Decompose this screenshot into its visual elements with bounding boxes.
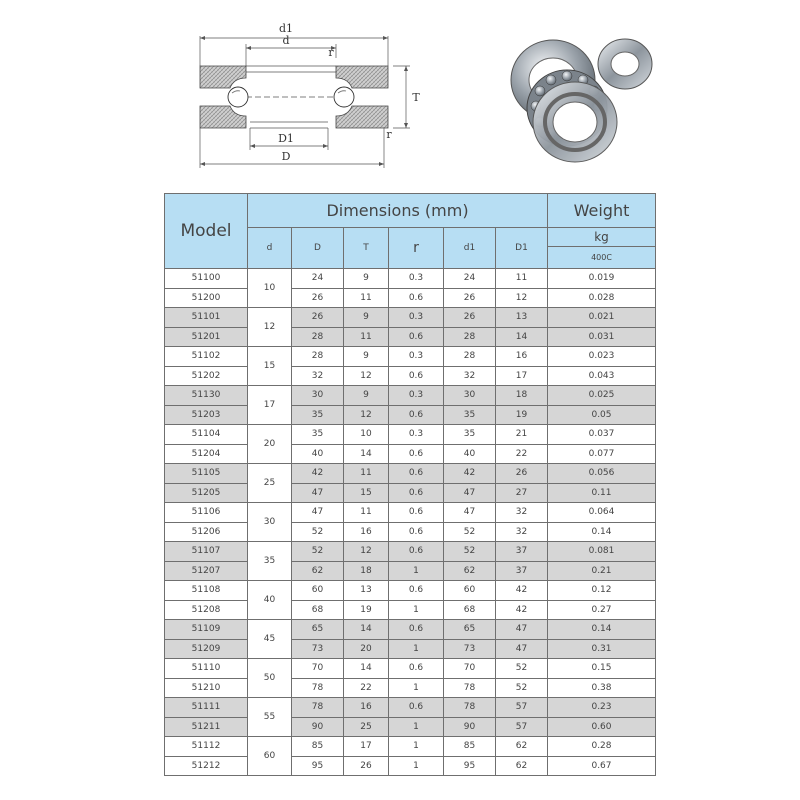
cell-d1: 17 (496, 366, 548, 386)
cell-d1: 62 (444, 561, 496, 581)
cell-d: 15 (248, 347, 292, 386)
cell-t: 16 (344, 522, 389, 542)
cell-d1: 47 (496, 620, 548, 640)
table-row (165, 386, 656, 406)
cell-model: 51106 (165, 503, 248, 523)
cell-weight: 0.31 (548, 639, 656, 659)
cell-d1: 60 (444, 581, 496, 601)
cell-d: 55 (248, 698, 292, 737)
cell-d: 90 (292, 717, 344, 737)
cell-model: 51108 (165, 581, 248, 601)
cell-d1: 26 (496, 464, 548, 484)
spec-table-body (165, 269, 656, 776)
cell-d: 35 (248, 542, 292, 581)
cell-weight: 0.023 (548, 347, 656, 367)
cell-weight: 0.27 (548, 600, 656, 620)
cell-d: 28 (292, 327, 344, 347)
cell-weight: 0.064 (548, 503, 656, 523)
cell-d: 32 (292, 366, 344, 386)
cell-model: 51130 (165, 386, 248, 406)
cell-t: 14 (344, 659, 389, 679)
cell-weight: 0.037 (548, 425, 656, 445)
cell-d1: 18 (496, 386, 548, 406)
cell-t: 20 (344, 639, 389, 659)
table-row (165, 581, 656, 601)
cell-d: 52 (292, 522, 344, 542)
cell-weight: 0.019 (548, 269, 656, 289)
cell-t: 9 (344, 269, 389, 289)
cell-d: 95 (292, 756, 344, 776)
cell-r: 0.6 (389, 405, 444, 425)
cell-d: 68 (292, 600, 344, 620)
cell-t: 15 (344, 483, 389, 503)
cell-t: 14 (344, 444, 389, 464)
cell-d: 25 (248, 464, 292, 503)
cell-d: 10 (248, 269, 292, 308)
cell-d1: 52 (496, 659, 548, 679)
cell-model: 51109 (165, 620, 248, 640)
cell-d: 60 (292, 581, 344, 601)
table-row (165, 639, 656, 659)
table-row (165, 659, 656, 679)
cell-d: 35 (292, 405, 344, 425)
cell-d: 42 (292, 464, 344, 484)
table-row (165, 522, 656, 542)
cell-d1: 32 (496, 522, 548, 542)
cell-weight: 0.021 (548, 308, 656, 328)
cell-d1: 13 (496, 308, 548, 328)
cell-model: 51211 (165, 717, 248, 737)
cell-d: 78 (292, 678, 344, 698)
table-row (165, 503, 656, 523)
cell-d1: 22 (496, 444, 548, 464)
cell-d: 35 (292, 425, 344, 445)
cell-d: 85 (292, 737, 344, 757)
cell-d: 60 (248, 737, 292, 776)
cell-d: 12 (248, 308, 292, 347)
cell-d1: 52 (496, 678, 548, 698)
cell-d1: 95 (444, 756, 496, 776)
cell-weight: 0.025 (548, 386, 656, 406)
cell-d: 45 (248, 620, 292, 659)
cell-d1: 73 (444, 639, 496, 659)
cell-d1: 57 (496, 698, 548, 718)
cell-t: 11 (344, 327, 389, 347)
bearing-spec-table (164, 193, 656, 776)
label-D1: D1 (278, 132, 294, 145)
table-row (165, 756, 656, 776)
table-row (165, 620, 656, 640)
cell-model: 51208 (165, 600, 248, 620)
cell-model: 51200 (165, 288, 248, 308)
table-row (165, 542, 656, 562)
cell-d: 40 (248, 581, 292, 620)
cell-d: 17 (248, 386, 292, 425)
cell-t: 12 (344, 542, 389, 562)
table-row (165, 737, 656, 757)
cell-weight: 0.38 (548, 678, 656, 698)
cell-d: 47 (292, 483, 344, 503)
cell-model: 51111 (165, 698, 248, 718)
cell-r: 0.6 (389, 464, 444, 484)
cell-d1: 52 (444, 542, 496, 562)
cell-d1: 78 (444, 698, 496, 718)
table-row (165, 366, 656, 386)
cell-d1: 42 (444, 464, 496, 484)
cell-d: 52 (292, 542, 344, 562)
cell-r: 1 (389, 561, 444, 581)
cell-model: 51205 (165, 483, 248, 503)
table-row (165, 600, 656, 620)
label-r-top: r (328, 46, 334, 59)
cell-r: 0.6 (389, 542, 444, 562)
cell-r: 1 (389, 678, 444, 698)
cell-weight: 0.031 (548, 327, 656, 347)
cell-model: 51203 (165, 405, 248, 425)
cell-r: 0.6 (389, 698, 444, 718)
cell-t: 12 (344, 405, 389, 425)
cell-d1: 26 (444, 308, 496, 328)
cell-d: 26 (292, 308, 344, 328)
cell-model: 51112 (165, 737, 248, 757)
cell-weight: 0.15 (548, 659, 656, 679)
cell-d1: 42 (496, 600, 548, 620)
cell-d1: 32 (444, 366, 496, 386)
cell-r: 0.3 (389, 347, 444, 367)
cell-d: 62 (292, 561, 344, 581)
cell-d1: 47 (444, 503, 496, 523)
cell-r: 0.6 (389, 327, 444, 347)
header-col-r: r (389, 228, 444, 269)
table-row (165, 444, 656, 464)
cell-d1: 28 (444, 327, 496, 347)
cell-weight: 0.14 (548, 522, 656, 542)
cell-t: 11 (344, 288, 389, 308)
cell-d: 40 (292, 444, 344, 464)
table-row (165, 717, 656, 737)
cell-weight: 0.077 (548, 444, 656, 464)
table-row (165, 327, 656, 347)
cell-t: 18 (344, 561, 389, 581)
table-row (165, 561, 656, 581)
table-row (165, 347, 656, 367)
cell-model: 51101 (165, 308, 248, 328)
cell-d1: 57 (496, 717, 548, 737)
cell-d1: 37 (496, 542, 548, 562)
cell-d1: 27 (496, 483, 548, 503)
cell-t: 9 (344, 386, 389, 406)
cell-model: 51105 (165, 464, 248, 484)
cell-d1: 28 (444, 347, 496, 367)
header-col-D1: D1 (496, 228, 548, 269)
cell-d: 30 (248, 503, 292, 542)
cell-t: 26 (344, 756, 389, 776)
cell-r: 0.6 (389, 620, 444, 640)
cell-weight: 0.05 (548, 405, 656, 425)
cell-t: 13 (344, 581, 389, 601)
cell-d: 73 (292, 639, 344, 659)
cell-d1: 62 (496, 756, 548, 776)
cell-d1: 65 (444, 620, 496, 640)
table-row (165, 405, 656, 425)
cell-r: 1 (389, 737, 444, 757)
table-row (165, 483, 656, 503)
cell-r: 0.3 (389, 269, 444, 289)
cell-r: 1 (389, 717, 444, 737)
label-r-bottom: r (386, 128, 392, 141)
cell-t: 11 (344, 503, 389, 523)
header-weight-sub: 400C (548, 247, 656, 269)
header-weight-unit: kg (548, 228, 656, 247)
label-d1: d1 (278, 22, 294, 35)
cell-d: 24 (292, 269, 344, 289)
cell-d1: 47 (496, 639, 548, 659)
header-col-T: T (344, 228, 389, 269)
cell-model: 51209 (165, 639, 248, 659)
header-dimensions: Dimensions (mm) (248, 194, 548, 228)
cell-d: 28 (292, 347, 344, 367)
label-T: T (412, 91, 420, 104)
cell-d: 50 (248, 659, 292, 698)
cell-r: 0.6 (389, 522, 444, 542)
table-row (165, 698, 656, 718)
cell-r: 0.6 (389, 503, 444, 523)
cell-weight: 0.056 (548, 464, 656, 484)
cell-weight: 0.14 (548, 620, 656, 640)
cell-r: 0.3 (389, 308, 444, 328)
cell-r: 0.6 (389, 366, 444, 386)
cell-model: 51107 (165, 542, 248, 562)
cell-weight: 0.11 (548, 483, 656, 503)
cell-model: 51207 (165, 561, 248, 581)
cell-d: 47 (292, 503, 344, 523)
cell-r: 0.6 (389, 483, 444, 503)
cell-d1: 62 (496, 737, 548, 757)
cell-r: 0.6 (389, 659, 444, 679)
cell-d: 70 (292, 659, 344, 679)
cell-d1: 37 (496, 561, 548, 581)
cell-t: 9 (344, 347, 389, 367)
cell-r: 0.3 (389, 386, 444, 406)
bearing-cross-section-diagram (188, 8, 418, 176)
cell-weight: 0.67 (548, 756, 656, 776)
cell-d: 20 (248, 425, 292, 464)
cell-d1: 21 (496, 425, 548, 445)
cell-d: 78 (292, 698, 344, 718)
cell-model: 51204 (165, 444, 248, 464)
cell-weight: 0.081 (548, 542, 656, 562)
cell-t: 9 (344, 308, 389, 328)
cell-t: 22 (344, 678, 389, 698)
cell-d1: 47 (444, 483, 496, 503)
header-col-d1: d1 (444, 228, 496, 269)
cell-t: 12 (344, 366, 389, 386)
cell-d: 65 (292, 620, 344, 640)
cell-t: 11 (344, 464, 389, 484)
table-row (165, 464, 656, 484)
cell-weight: 0.28 (548, 737, 656, 757)
cell-r: 0.3 (389, 425, 444, 445)
cell-model: 51110 (165, 659, 248, 679)
header-weight: Weight (548, 194, 656, 228)
cell-weight: 0.043 (548, 366, 656, 386)
washer-top-right (598, 39, 652, 89)
cell-d1: 12 (496, 288, 548, 308)
cell-weight: 0.028 (548, 288, 656, 308)
cell-t: 17 (344, 737, 389, 757)
cell-d1: 19 (496, 405, 548, 425)
cell-d1: 24 (444, 269, 496, 289)
cell-weight: 0.21 (548, 561, 656, 581)
cell-d1: 35 (444, 425, 496, 445)
cell-d1: 30 (444, 386, 496, 406)
cell-model: 51201 (165, 327, 248, 347)
cell-d1: 85 (444, 737, 496, 757)
cell-d1: 52 (444, 522, 496, 542)
cell-d1: 42 (496, 581, 548, 601)
cell-d1: 40 (444, 444, 496, 464)
cell-model: 51100 (165, 269, 248, 289)
cell-model: 51202 (165, 366, 248, 386)
cell-model: 51210 (165, 678, 248, 698)
cell-d1: 11 (496, 269, 548, 289)
cell-t: 10 (344, 425, 389, 445)
cell-d1: 14 (496, 327, 548, 347)
table-row (165, 308, 656, 328)
cell-d1: 90 (444, 717, 496, 737)
cell-weight: 0.23 (548, 698, 656, 718)
washer-front (533, 82, 617, 162)
cell-r: 1 (389, 639, 444, 659)
cell-r: 0.6 (389, 288, 444, 308)
cell-t: 14 (344, 620, 389, 640)
cell-d: 26 (292, 288, 344, 308)
cell-t: 25 (344, 717, 389, 737)
cell-model: 51102 (165, 347, 248, 367)
cell-r: 1 (389, 756, 444, 776)
thrust-bearing-photo (505, 28, 655, 168)
cell-d1: 68 (444, 600, 496, 620)
cell-model: 51212 (165, 756, 248, 776)
header-model: Model (165, 194, 248, 269)
cell-t: 16 (344, 698, 389, 718)
cell-d1: 70 (444, 659, 496, 679)
label-d: d (282, 34, 290, 47)
header-col-D: D (292, 228, 344, 269)
table-row (165, 678, 656, 698)
header-col-d: d (248, 228, 292, 269)
cell-d1: 26 (444, 288, 496, 308)
cell-r: 0.6 (389, 444, 444, 464)
cell-t: 19 (344, 600, 389, 620)
cell-d: 30 (292, 386, 344, 406)
table-row (165, 288, 656, 308)
cell-weight: 0.60 (548, 717, 656, 737)
cell-model: 51104 (165, 425, 248, 445)
cell-d1: 16 (496, 347, 548, 367)
cell-d1: 32 (496, 503, 548, 523)
label-D: D (281, 150, 291, 163)
cell-d1: 35 (444, 405, 496, 425)
table-row (165, 425, 656, 445)
table-row (165, 269, 656, 289)
cell-r: 1 (389, 600, 444, 620)
cell-d1: 78 (444, 678, 496, 698)
cell-r: 0.6 (389, 581, 444, 601)
cell-weight: 0.12 (548, 581, 656, 601)
cell-model: 51206 (165, 522, 248, 542)
